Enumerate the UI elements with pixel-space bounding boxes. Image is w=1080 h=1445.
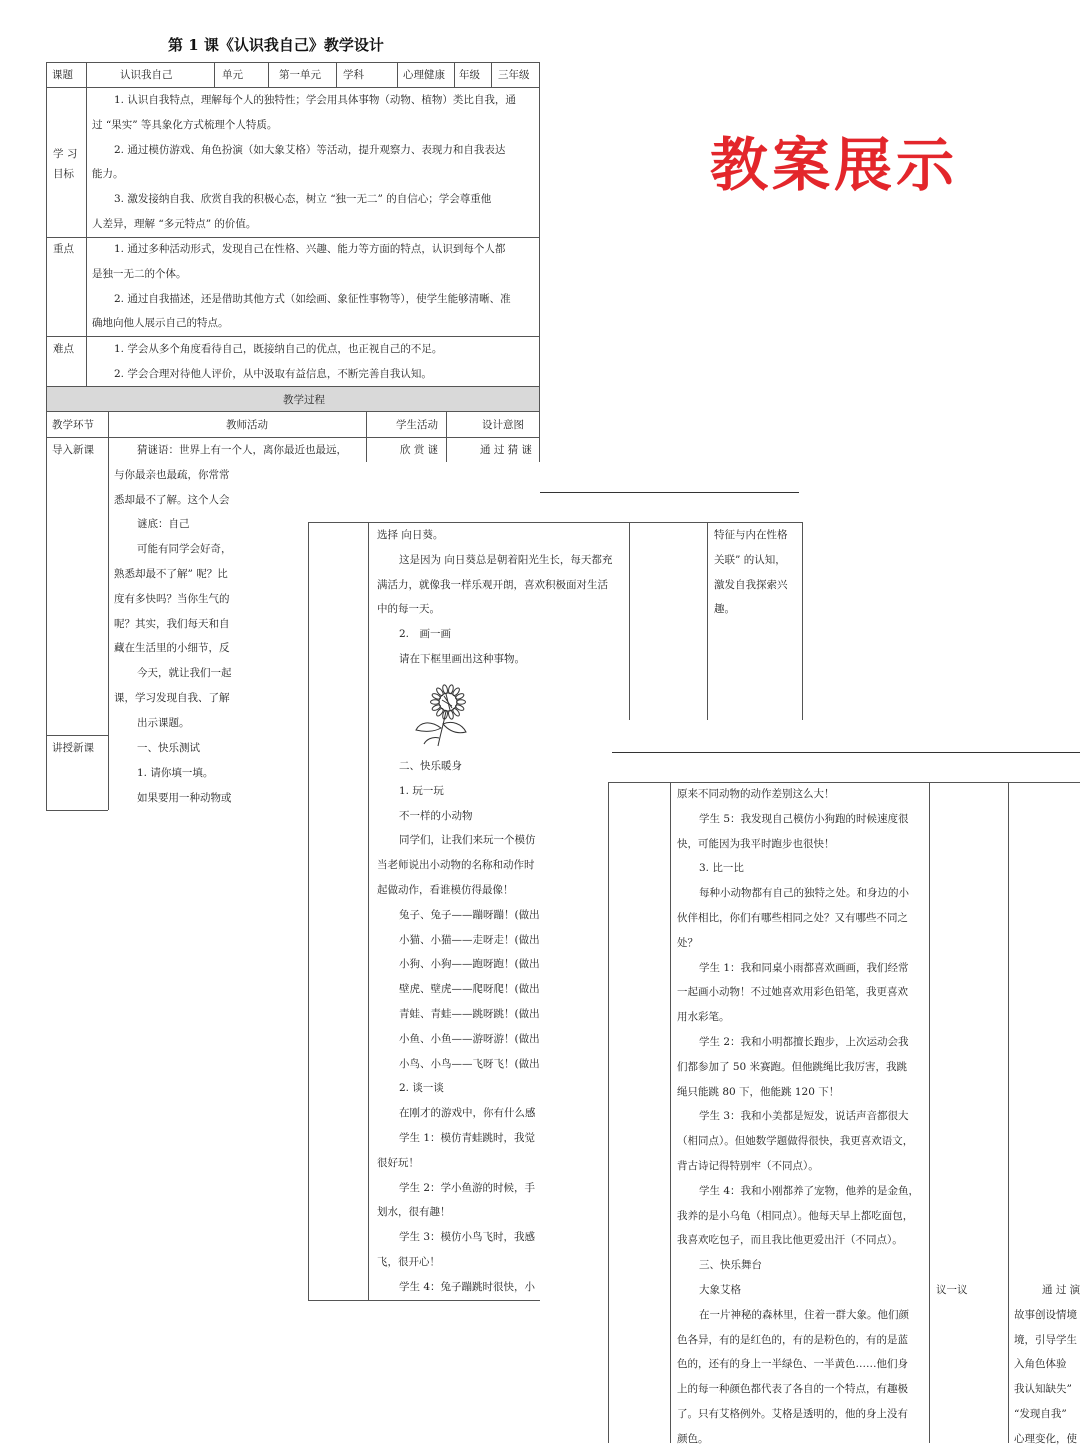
header-cell: 认识我自己	[120, 69, 173, 81]
header-cell: 课题	[52, 69, 73, 81]
intro-line: 谜底：自己	[137, 518, 190, 531]
header-cell: 心理健康	[403, 69, 445, 81]
intro-line: 出示课题。	[137, 716, 190, 729]
page2-line: 小鱼、小鱼——游呀游！(做出	[399, 1032, 540, 1045]
new-lesson-line: 一、快乐测试	[137, 742, 200, 754]
page2-line: 小狗、小狗——跑呀跑！(做出	[399, 958, 540, 971]
page2-line: 很好玩！	[377, 1156, 419, 1169]
process-column-header: 教师活动	[226, 419, 268, 431]
process-column-header: 设计意图	[482, 419, 524, 431]
page3-line: 了。只有艾格例外。艾格是透明的，他的身上没有	[677, 1408, 908, 1420]
intro-line: 熟悉却最不了解” 呢？比	[114, 568, 228, 580]
key-label: 重点	[53, 243, 74, 255]
new-lesson-label: 讲授新课	[52, 742, 94, 754]
page3-design-line: 我认知缺失”	[1014, 1383, 1072, 1396]
page3-line: 学生 4：我和小刚都养了宠物，他养的是金鱼，	[699, 1184, 920, 1197]
header-cell: 单元	[222, 69, 243, 81]
page3-line: 颜色。	[677, 1432, 709, 1445]
intro-line: 可能有同学会好奇，	[137, 543, 232, 556]
sunflower-drawing	[408, 680, 472, 752]
page2-line: 同学们，让我们来玩一个模仿	[399, 834, 536, 847]
header-cell: 学科	[343, 69, 364, 81]
difficulty-line: 2. 学会合理对待他人评价，从中汲取有益信息，不断完善自我认知。	[114, 368, 432, 380]
page2-line: 起做动作，看谁模仿得最像！	[377, 884, 514, 896]
page2-line: 学生 4：兔子蹦跳时很快，小	[399, 1280, 536, 1293]
page2-line: 1. 玩一玩	[399, 784, 444, 797]
page2-line: 选择 向日葵。	[377, 529, 444, 541]
page2-design-line: 趣。	[714, 603, 735, 616]
process-header: 教学过程	[283, 394, 325, 406]
page-2-edge	[240, 462, 308, 822]
page2-line: 学生 1：模仿青蛙跳时，我觉	[399, 1132, 536, 1144]
page2-design-line: 激发自我探索兴	[714, 578, 788, 591]
page3-line: 学生 2：我和小明都擅长跑步，上次运动会我	[699, 1036, 909, 1048]
key-line: 1. 通过多种活动形式，发现自己在性格、兴趣、能力等方面的特点，认识到每个人都	[114, 243, 506, 255]
process-column-header: 学生活动	[396, 419, 438, 431]
page2-line: 请在下框里画出这种事物。	[399, 653, 525, 665]
page2-line: 学生 2：学小鱼游的时候，手	[399, 1181, 536, 1194]
page3-line: 用水彩笔。	[677, 1011, 730, 1024]
page3-line: 上的每一种颜色都代表了各自的一个特点，有趣极	[677, 1383, 908, 1396]
page3-line: 大象艾格	[699, 1284, 741, 1296]
goals-line: 1. 认识自我特点，理解每个人的独特性；学会用具体事物（动物、植物）类比自我，通	[114, 94, 516, 106]
page3-line: 原来不同动物的动作差别这么大！	[677, 788, 835, 800]
intro-line: 藏在生活里的小细节，反	[114, 642, 230, 655]
page2-line: 划水，很有趣！	[377, 1206, 451, 1219]
page2-line: 当老师说出小动物的名称和动作时	[377, 859, 535, 872]
intro-line: 课，学习发现自我、了解	[114, 692, 230, 704]
page2-line: 壁虎、壁虎——爬呀爬！(做出	[399, 983, 540, 996]
page3-line: 们都参加了 50 米赛跑。但他跳绳比我厉害，我跳	[677, 1060, 908, 1073]
page2-line: 飞，很开心！	[377, 1256, 440, 1268]
page2-line: 二、快乐暖身	[399, 760, 462, 772]
page3-line: 处？	[677, 936, 698, 949]
page3-line: （相同点）。但她数学题做得很快，我更喜欢语文，	[677, 1135, 914, 1148]
page2-line: 2. 画一画	[399, 628, 452, 641]
new-lesson-line: 如果要用一种动物或	[137, 791, 232, 804]
page2-line: 在刚才的游戏中，你有什么感	[399, 1107, 536, 1120]
goals-label: 学 习	[53, 148, 78, 160]
page3-design-line: 心理变化，使	[1014, 1432, 1077, 1445]
page3-line: 三、快乐舞台	[699, 1259, 762, 1272]
page3-line: 一起画小动物！不过她喜欢用彩色铅笔，我更喜欢	[677, 986, 908, 999]
goals-line: 2. 通过模仿游戏、角色扮演（如大象艾格）等活动，提升观察力、表现力和自我表达	[114, 143, 506, 156]
goals-line: 过 “果实” 等具象化方式梳理个人特质。	[92, 118, 278, 131]
page2-line: 中的每一天。	[377, 603, 440, 616]
goals-line: 能力。	[92, 168, 124, 181]
goals-label: 目标	[53, 168, 74, 180]
difficulty-line: 1. 学会从多个角度看待自己，既接纳自己的优点，也正视自己的不足。	[114, 343, 443, 355]
intro-student-activity: 欣 赏 谜	[400, 444, 439, 456]
intro-design-intent: 通 过 猜 谜	[480, 444, 533, 456]
intro-label: 导入新课	[52, 444, 94, 456]
page3-line: 3. 比一比	[699, 862, 744, 875]
page3-line: 学生 3：我和小美都是短发，说话声音都很大	[699, 1110, 909, 1123]
page3-line: 每种小动物都有自己的独特之处。和身边的小	[699, 887, 909, 900]
page2-design-line: 关联” 的认知，	[714, 553, 786, 566]
page3-student-activity: 议一议	[936, 1284, 968, 1296]
page2-line: 这是因为 向日葵总是朝着阳光生长，每天都充	[399, 553, 613, 566]
page3-line: 伙伴相比，你们有哪些相同之处？又有哪些不同之	[677, 912, 908, 924]
page3-line: 绳只能跳 80 下，他能跳 120 下！	[677, 1085, 840, 1098]
page3-line: 色的，还有的身上一半绿色、一半黄色……他们身	[677, 1358, 908, 1371]
difficulty-label: 难点	[53, 343, 74, 355]
header-cell: 年级	[459, 69, 480, 81]
page3-design-line: 故事创设情境	[1014, 1308, 1077, 1321]
header-cell: 第一单元	[279, 69, 321, 81]
process-column-header: 教学环节	[52, 419, 94, 431]
page3-line: 我养的是小乌龟（相同点）。他每天早上都吃面包，	[677, 1209, 914, 1222]
page3-line: 学生 5：我发现自己模仿小狗跑的时候速度很	[699, 812, 909, 825]
new-lesson-line: 1. 请你填一填。	[137, 766, 214, 779]
page2-design-line: 特征与内在性格	[714, 529, 788, 541]
intro-line: 与你最亲也最疏，你常常	[114, 468, 230, 481]
page3-line: 在一片神秘的森林里，住着一群大象。他们颜	[699, 1308, 909, 1321]
page3-design-line: 通 过 演	[1042, 1284, 1080, 1296]
page2-line: 兔子、兔子——蹦呀蹦！(做出	[399, 908, 540, 921]
intro-line: 悉却最不了解。这个人会	[114, 493, 230, 506]
page2-line: 小猫、小猫——走呀走！(做出	[399, 933, 540, 946]
page2-line: 青蛙、青蛙——跳呀跳！(做出	[399, 1008, 540, 1020]
page3-line: 学生 1：我和同桌小雨都喜欢画画，我们经常	[699, 961, 909, 974]
page2-line: 学生 3：模仿小鸟飞时，我感	[399, 1231, 536, 1244]
page3-design-line: 境，引导学生	[1014, 1333, 1077, 1346]
page3-line: 我喜欢吃包子，而且我比他更爱出汗（不同点）。	[677, 1234, 903, 1247]
intro-line: 今天，就让我们一起	[137, 667, 232, 680]
sunflower-petal	[457, 700, 466, 704]
page2-line: 小鸟、小鸟——飞呀飞！(做出	[399, 1057, 540, 1070]
key-line: 是独一无二的个体。	[92, 267, 187, 280]
intro-line: 度有多快吗？当你生气的	[114, 592, 230, 605]
document-title: 第 1 课《认识我自己》教学设计	[168, 36, 384, 54]
page3-design-line: “发现自我”	[1014, 1408, 1067, 1420]
intro-line: 呢？其实，我们每天和自	[114, 617, 230, 630]
header-cell: 三年级	[498, 69, 530, 81]
goals-line: 3. 激发接纳自我、欣赏自我的积极心态，树立 “独一无二” 的自信心；学会尊重他	[114, 193, 492, 206]
page2-line: 2. 谈一谈	[399, 1082, 444, 1095]
showcase-title: 教案展示	[710, 131, 959, 199]
page3-design-line: 入角色体验	[1014, 1358, 1067, 1371]
page3-line: 快，可能因为我平时跑步也很快！	[677, 837, 835, 850]
page3-line: 背古诗记得特别牢（不同点）。	[677, 1160, 819, 1172]
goals-line: 人差异，理解 “多元特点” 的价值。	[92, 218, 257, 230]
page2-line: 满活力，就像我一样乐观开朗，喜欢积极面对生活	[377, 578, 608, 591]
key-line: 2. 通过自我描述，还是借助其他方式（如绘画、象征性事物等），使学生能够清晰、准	[114, 292, 511, 305]
intro-line: 猜谜语：世界上有一个人，离你最近也最远，	[137, 444, 347, 456]
page2-line: 不一样的小动物	[399, 809, 473, 822]
key-line: 确地向他人展示自己的特点。	[92, 317, 229, 330]
page3-line: 色各异，有的是红色的，有的是粉色的，有的是蓝	[677, 1333, 908, 1346]
sunflower-petal	[431, 700, 440, 704]
